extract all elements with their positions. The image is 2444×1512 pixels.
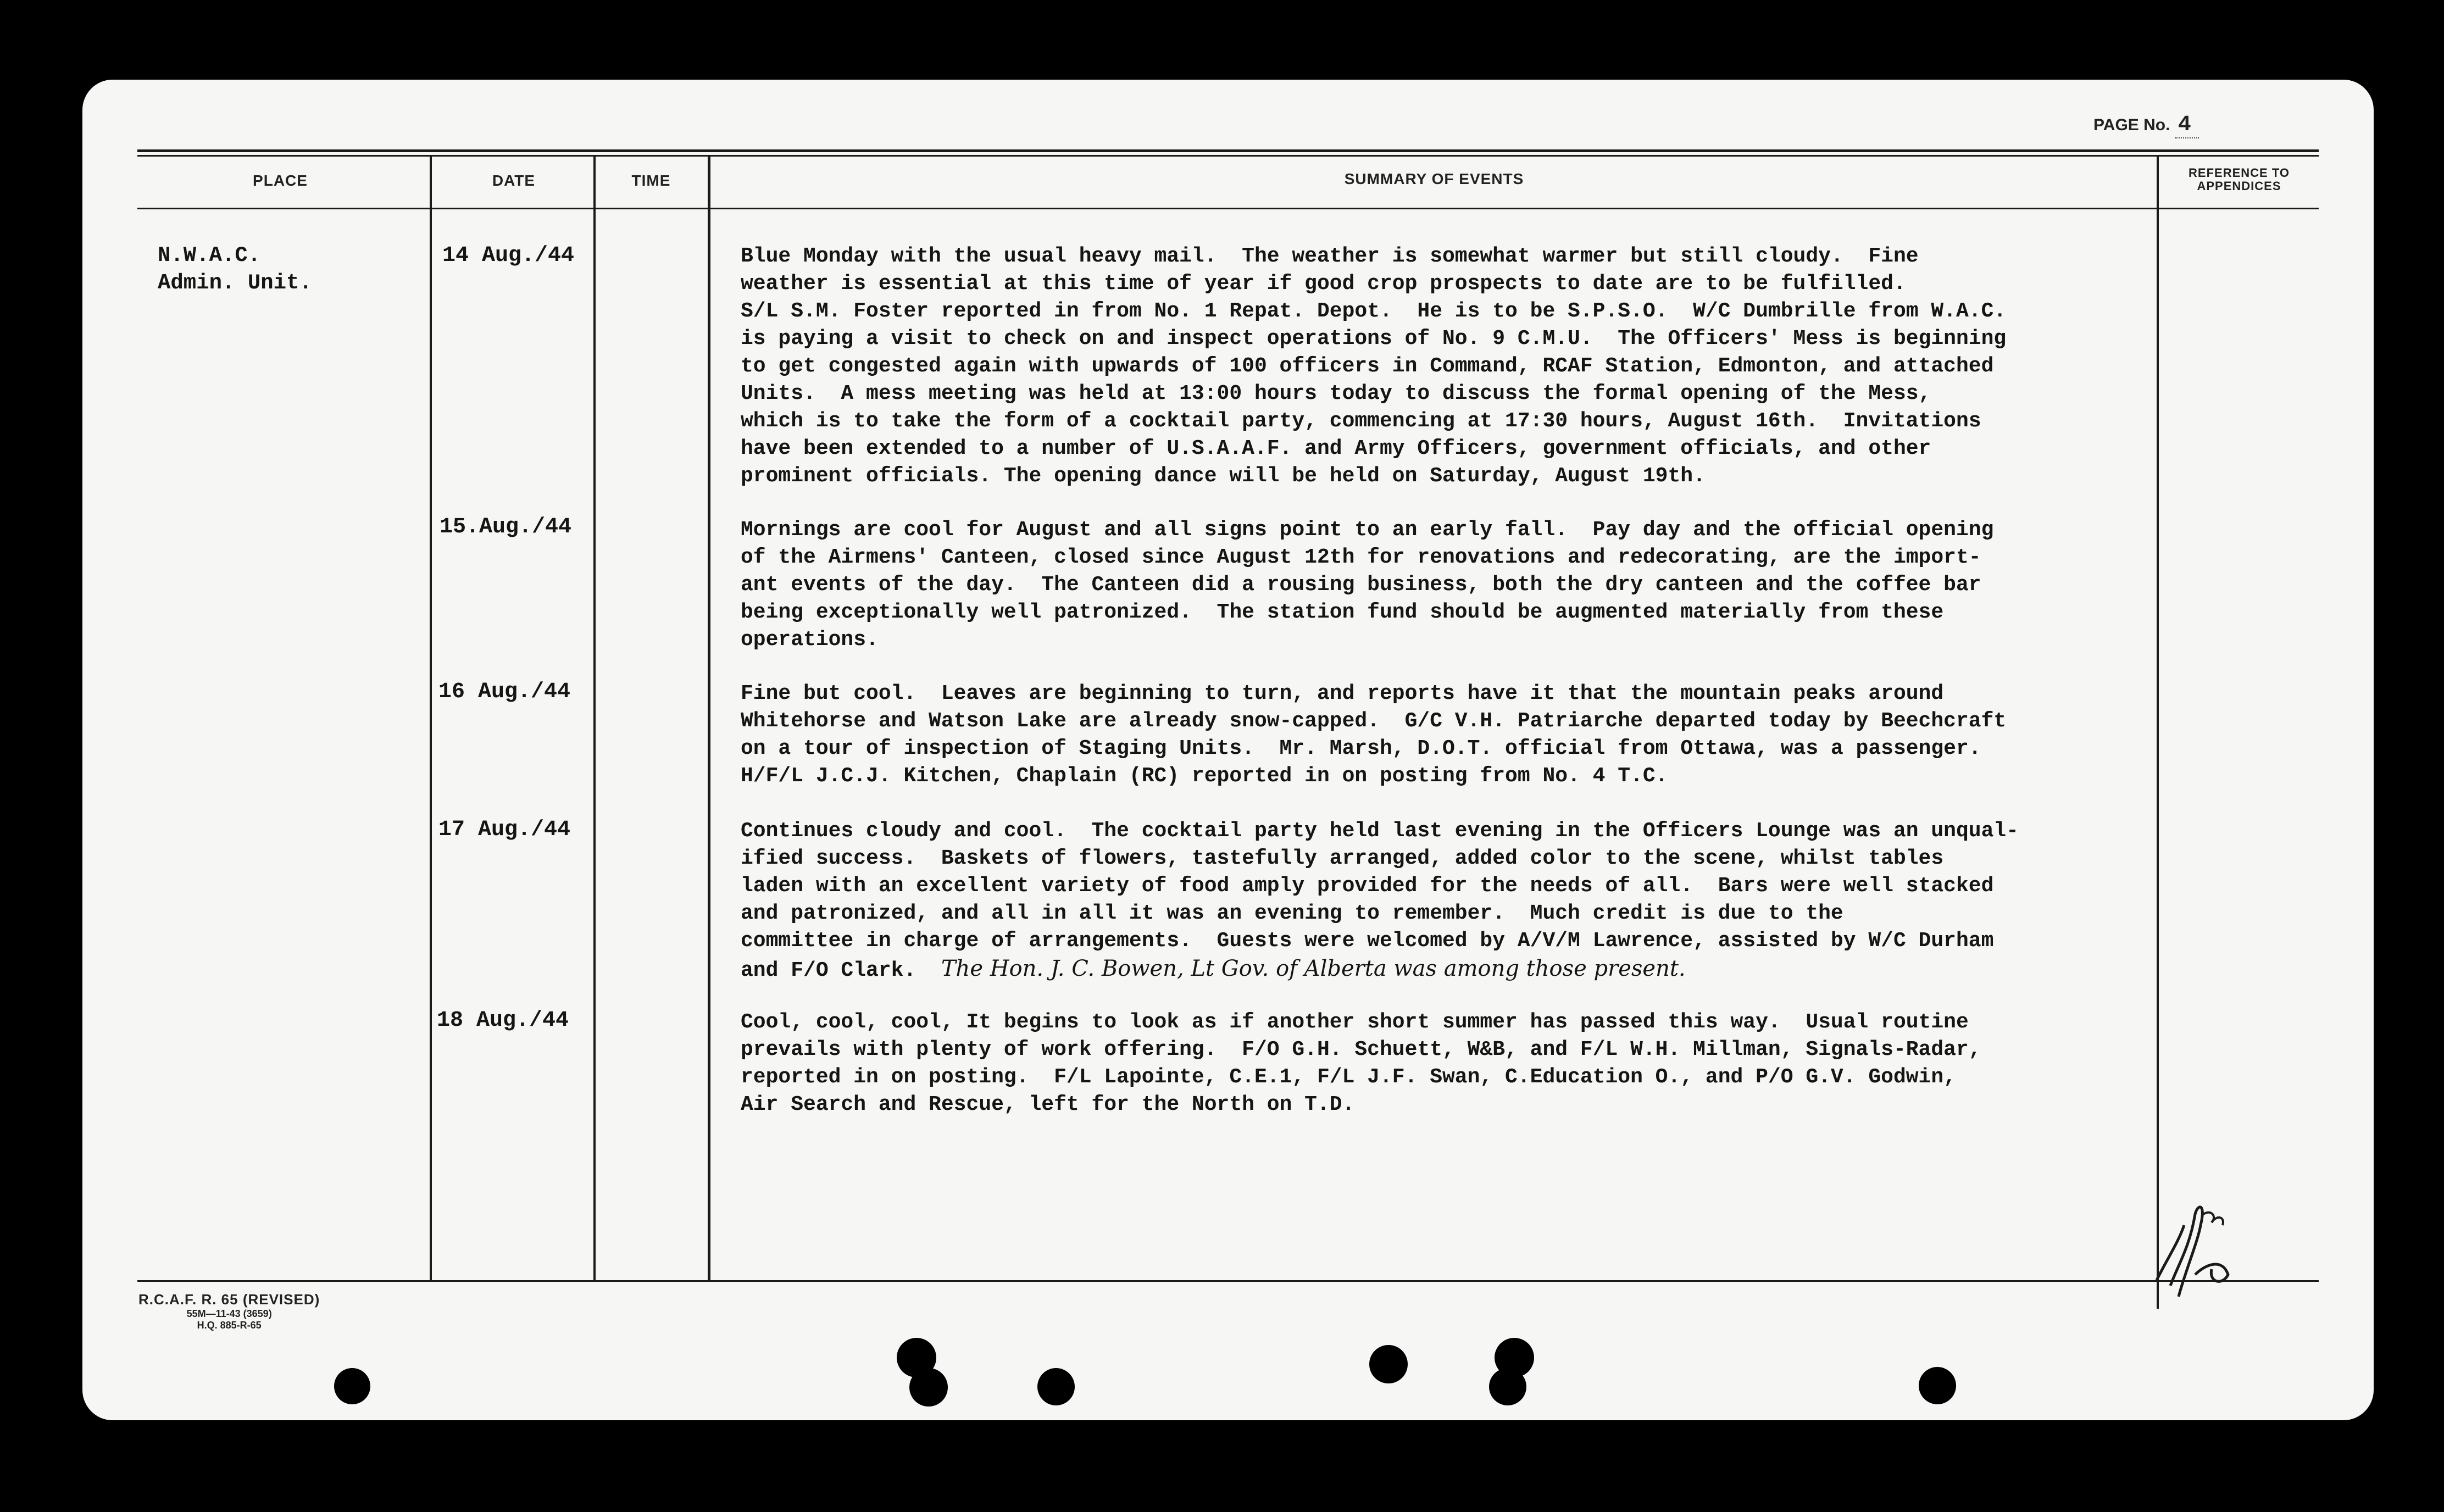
entry-text-4-typed: Continues cloudy and cool. The cocktail party held last evening in the Officers Lounge was an unqual- ified success. Baskets of flowers, tastefully arranged, added color to the scene, whilst tables laden with an excellent variety of food amply provided for the needs of all. Bars were well stacked and patronized, and all in all it was an evening to remember. Much credit is due to the committee in charge of arrangements. Guests were welcomed by A/V/M Lawrence, assisted by W/C Durham and F/O Clark. — [741, 819, 2019, 982]
punch-hole — [1369, 1345, 1408, 1383]
form-number: R.C.A.F. R. 65 (REVISED) — [138, 1291, 320, 1308]
header-place: PLACE — [253, 172, 308, 189]
entry-date-5: 18 Aug./44 — [437, 1008, 569, 1033]
entry-text-3: Fine but cool. Leaves are beginning to turn, and reports have it that the mountain peaks around Whitehorse and Watson Lake are already snow-capped. G/C V.H. Patriarche departed today by Beechcraft on a tour of inspection of Staging Units. Mr. Marsh, D.O.T. official from Ottawa, was a passenger. H/F/L J.C.J. Kitchen, Chaplain (RC) reported in on posting from No. 4 T.C. — [741, 682, 2007, 788]
form-footer — [138, 1291, 320, 1331]
header-summary: SUMMARY OF EVENTS — [1344, 170, 1524, 187]
entry-text-2: Mornings are cool for August and all signs point to an early fall. Pay day and the official opening of the Airmens' Canteen, closed since August 12th for renovations and redecorating, are the import- ant events of the day. The Canteen did a rousing business, both the dry canteen and the coffee bar being exceptionally well patronized. The station fund should be augmented materially from these operations. — [741, 518, 1994, 652]
punch-hole — [1489, 1368, 1526, 1405]
page-number-value: 4 — [2175, 113, 2199, 138]
entry-date-2: 15.Aug./44 — [440, 515, 572, 540]
header-reference: REFERENCE TO APPENDICES — [2189, 166, 2290, 193]
place-cell: N.W.A.C. Admin. Unit. — [158, 243, 312, 295]
form-hq-code: H.Q. 885-R-65 — [197, 1320, 262, 1331]
entry-date-3: 16 Aug./44 — [438, 680, 571, 704]
header-time: TIME — [631, 172, 671, 189]
handwritten-note: The Hon. J. C. Bowen, Lt Gov. of Alberta was among those present. — [941, 956, 1686, 981]
header-top-rule-2 — [137, 155, 2319, 157]
column-rule-time — [708, 155, 710, 1281]
entry-date-4: 17 Aug./44 — [438, 818, 571, 842]
initials-signature — [2146, 1192, 2256, 1313]
page-number — [2093, 113, 2199, 138]
punch-hole — [334, 1368, 370, 1404]
punch-hole — [1037, 1368, 1075, 1405]
form-print-code: 55M—11-43 (3659) — [186, 1308, 272, 1319]
header-date: DATE — [492, 172, 536, 189]
punch-hole — [1919, 1367, 1956, 1404]
column-rule-summary — [2157, 155, 2159, 1309]
page-number-label: PAGE No. — [2093, 116, 2170, 134]
entry-text-1: Blue Monday with the usual heavy mail. The weather is somewhat warmer but still cloudy. Fine weather is essential at this time of year if good crop prospects to date are to be fulfilled. S/L S.M. Foster reported in from No. 1 Repat. Depot. He is to be S.P.S.O. W/C Dumbrille from W.A.C. is paying a visit to check on and inspect operations of No. 9 C.M.U. The Officers' Mess is beginning to get congested again with upwards of 100 officers in Command, RCAF Station, Edmonton, and attached Units. A mess meeting was held at 13:00 hours today to discuss the formal opening of the Mess, which is to take the form of a cocktail party, commencing at 17:30 hours, August 16th. Invitations have been extended to a number of U.S.A.A.F. and Army Officers, government officials, and other prominent officials. The opening dance will be held on Saturday, August 19th. — [741, 244, 2007, 488]
footer-rule — [137, 1280, 2319, 1282]
header-top-rule — [137, 149, 2319, 152]
punch-hole — [909, 1368, 948, 1407]
column-rule-date — [593, 155, 596, 1281]
header-bottom-rule — [137, 208, 2319, 209]
entry-date-1: 14 Aug./44 — [442, 243, 575, 268]
entry-text-4 — [741, 818, 2019, 985]
column-rule-place — [430, 155, 432, 1281]
entry-text-5: Cool, cool, cool, It begins to look as if another short summer has passed this way. Usual routine prevails with plenty of work offering. F/O G.H. Schuett, W&B, and F/L W.H. Millman, Signals-Radar, reported in on posting. F/L Lapointe, C.E.1, F/L J.F. Swan, C.Education O., and P/O G.V. Godwin, Air Search and Rescue, left for the North on T.D. — [741, 1010, 1981, 1116]
